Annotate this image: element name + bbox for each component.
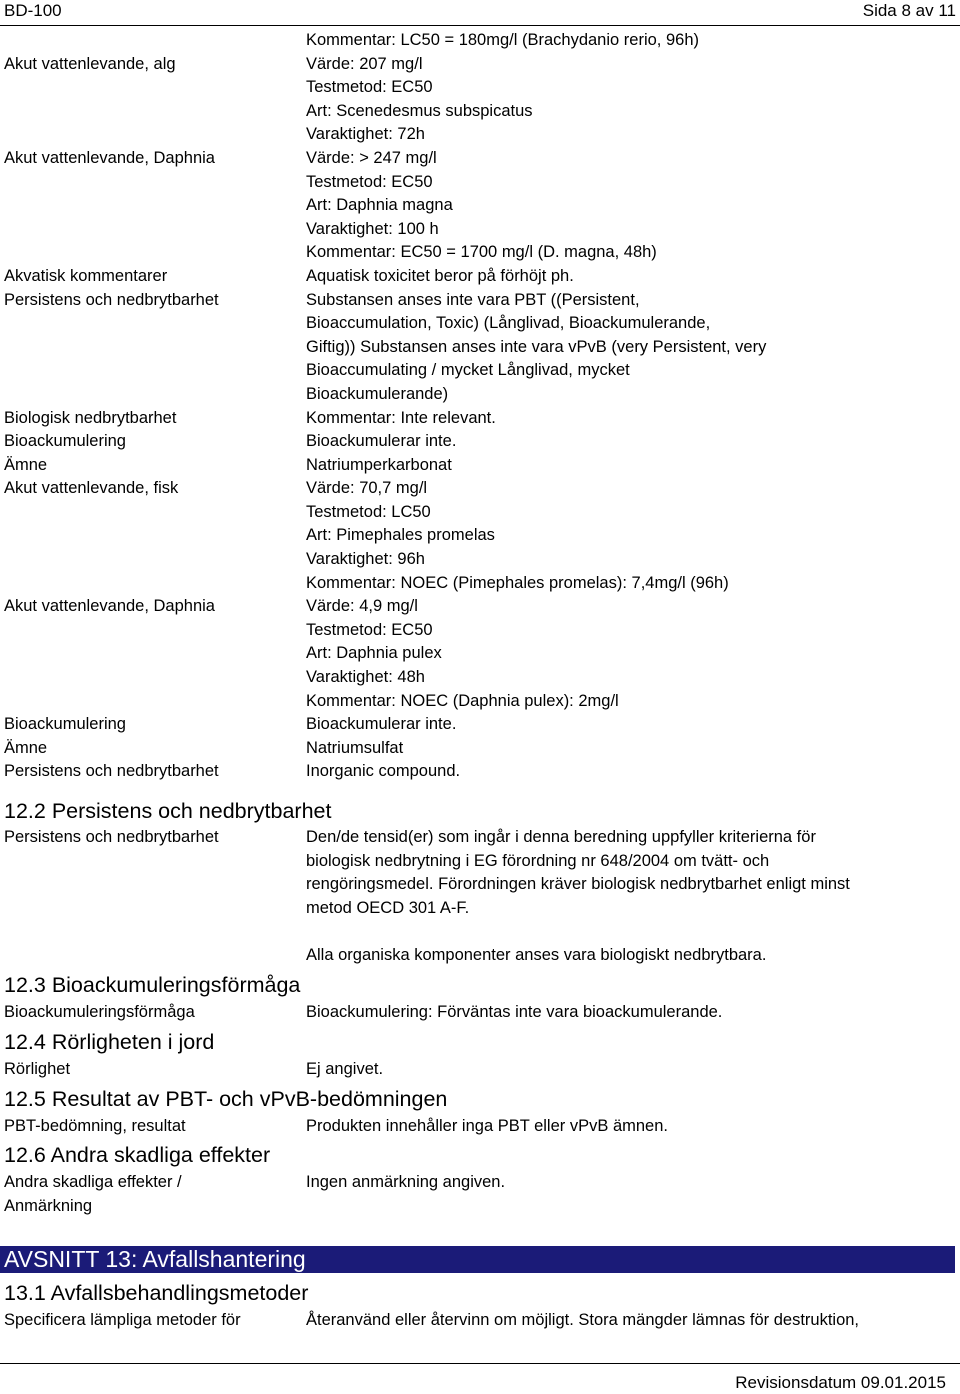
field-value-line: Den/de tensid(er) som ingår i denna beredning uppfyller kriterierna för (306, 828, 816, 846)
section-heading: 12.2 Persistens och nedbrytbarhet (4, 799, 332, 823)
field-value-line: Värde: 4,9 mg/l (306, 597, 418, 616)
field-value-line: biologisk nedbrytning i EG förordning nr 648/2004 om tvätt- och (306, 851, 770, 870)
field-value-line: Art: Scenedesmus subspicatus (306, 101, 533, 120)
section-12-2 (4, 797, 956, 968)
page-number: Sida 8 av 11 (862, 1, 956, 20)
field-label: Bioackumuleringsförmåga (4, 1003, 195, 1021)
field-value-line: Värde: 70,7 mg/l (306, 479, 428, 498)
field-label: Akut vattenlevande, Daphnia (4, 597, 215, 616)
field-label: Akut vattenlevande, fisk (4, 479, 179, 498)
section-12-5 (4, 1085, 956, 1139)
field-value-line: Varaktighet: 96h (306, 550, 425, 569)
field-label: Persistens och nedbrytbarhet (4, 290, 219, 309)
field-value-line: Art: Daphnia pulex (306, 644, 442, 663)
field-label: Bioackumulering (4, 715, 126, 734)
field-label: PBT-bedömning, resultat (4, 1117, 186, 1135)
field-label: Biologisk nedbrytbarhet (4, 408, 177, 427)
field-value (306, 454, 956, 478)
table-row (4, 147, 956, 265)
field-value (306, 265, 956, 289)
field-value-line: Testmetod: LC50 (306, 502, 431, 521)
field-value-line: Varaktighet: 100 h (306, 219, 439, 238)
field-value (306, 147, 956, 265)
field-value-line: Art: Daphnia magna (306, 196, 453, 215)
field-value (306, 289, 956, 407)
field-value: Ingen anmärkning angiven. (306, 1173, 506, 1191)
field-value (306, 737, 956, 761)
field-value-line: metod OECD 301 A-F. (306, 898, 470, 917)
field-value-line: Natriumsulfat (306, 738, 404, 757)
field-value-line: Kommentar: Inte relevant. (306, 408, 496, 427)
field-value-line: Testmetod: EC50 (306, 620, 433, 639)
field-value (306, 826, 956, 920)
field-value-line: Varaktighet: 72h (306, 125, 425, 144)
field-value-line: Testmetod: EC50 (306, 78, 433, 97)
field-value-line: Kommentar: NOEC (Pimephales promelas): 7,4mg/l (96h) (306, 573, 729, 592)
field-label: Ämne (4, 738, 48, 757)
section-heading: 12.6 Andra skadliga effekter (4, 1143, 271, 1167)
field-value-extra: Alla organiska komponenter anses vara biologiskt nedbrytbara. (306, 946, 767, 965)
field-label: Bioackumulering (4, 432, 126, 451)
field-label (4, 29, 306, 53)
field-value-line: Kommentar: NOEC (Daphnia pulex): 2mg/l (306, 691, 619, 710)
field-value-line: Bioaccumulation, Toxic) (Långlivad, Bioackumulerande, (306, 314, 711, 333)
section-heading: 12.3 Bioackumuleringsförmåga (4, 973, 301, 997)
field-label: Specificera lämpliga metoder för (4, 1311, 241, 1329)
field-value (306, 430, 956, 454)
field-value-line: Giftig)) Substansen anses inte vara vPvB (very Persistent, very (306, 337, 767, 356)
field-value-line: rengöringsmedel. Förordningen kräver biologisk nedbrytbarhet enligt minst (306, 875, 850, 894)
field-label: Persistens och nedbrytbarhet (4, 828, 219, 846)
field-value-line: Kommentar: LC50 = 180mg/l (Brachydanio rerio, 96h) (306, 31, 699, 49)
section-12-3 (4, 971, 956, 1025)
field-value (306, 477, 956, 595)
field-label: Akut vattenlevande, alg (4, 54, 176, 73)
field-value-line: Testmetod: EC50 (306, 172, 433, 191)
table-row (4, 737, 956, 761)
field-value (306, 713, 956, 737)
product-name: BD-100 (4, 1, 62, 20)
field-label-line: Andra skadliga effekter / (4, 1173, 182, 1191)
field-value-line: Varaktighet: 48h (306, 668, 425, 687)
field-value-line: Aquatisk toxicitet beror på förhöjt ph. (306, 266, 574, 285)
field-label: Persistens och nedbrytbarhet (4, 762, 219, 781)
field-label-line: Anmärkning (4, 1196, 93, 1215)
field-value (306, 595, 956, 713)
field-value: Produkten innehåller inga PBT eller vPvB ämnen. (306, 1117, 668, 1135)
field-label (4, 1171, 306, 1218)
field-value-line: Värde: > 247 mg/l (306, 148, 437, 167)
table-row (4, 29, 956, 53)
field-label: Akvatisk kommentarer (4, 266, 168, 285)
page-header (4, 0, 956, 24)
table-row (4, 454, 956, 478)
section-heading: 12.5 Resultat av PBT- och vPvB-bedömningen (4, 1087, 448, 1111)
field-value-line: Bioackumulerar inte. (306, 432, 457, 451)
field-value: Bioackumulering: Förväntas inte vara bioackumulerande. (306, 1003, 723, 1021)
section-heading: 12.4 Rörligheten i jord (4, 1030, 215, 1054)
field-value-line: Värde: 207 mg/l (306, 54, 423, 73)
field-value (306, 407, 956, 431)
field-value (306, 53, 956, 147)
section-13-1 (4, 1279, 956, 1333)
table-row (4, 265, 956, 289)
field-value (306, 29, 956, 53)
table-row (4, 53, 956, 147)
field-label: Rörlighet (4, 1060, 71, 1078)
table-row (4, 289, 956, 407)
field-value-line: Kommentar: EC50 = 1700 mg/l (D. magna, 48h) (306, 243, 657, 262)
footer-rule (0, 1363, 960, 1364)
field-label: Akut vattenlevande, Daphnia (4, 148, 215, 167)
table-row (4, 595, 956, 713)
header-rule (0, 25, 960, 26)
field-value-line: Inorganic compound. (306, 762, 461, 781)
field-value-line: Natriumperkarbonat (306, 455, 452, 474)
table-row (4, 477, 956, 595)
field-value: Ej angivet. (306, 1060, 384, 1078)
table-row (4, 713, 956, 737)
section-13-banner: AVSNITT 13: Avfallshantering (0, 1246, 955, 1273)
section-heading: 13.1 Avfallsbehandlingsmetoder (4, 1281, 309, 1305)
field-value-line: Bioackumulerande) (306, 384, 449, 403)
revision-date: Revisionsdatum 09.01.2015 (735, 1373, 946, 1392)
field-value: Återanvänd eller återvinn om möjligt. Stora mängder lämnas för destruktion, (306, 1311, 860, 1329)
table-row (4, 430, 956, 454)
field-value-line: Substansen anses inte vara PBT ((Persistent, (306, 290, 640, 309)
field-value-line: Bioackumulerar inte. (306, 715, 457, 734)
field-value-line: Art: Pimephales promelas (306, 526, 495, 545)
table-row (4, 760, 956, 784)
field-value (306, 760, 956, 784)
table-row (4, 407, 956, 431)
ecotoxicity-table (4, 29, 956, 784)
field-value-line: Bioaccumulating / mycket Långlivad, mycket (306, 361, 630, 380)
field-label: Ämne (4, 455, 48, 474)
section-12-4 (4, 1028, 956, 1082)
section-12-6 (4, 1141, 956, 1218)
